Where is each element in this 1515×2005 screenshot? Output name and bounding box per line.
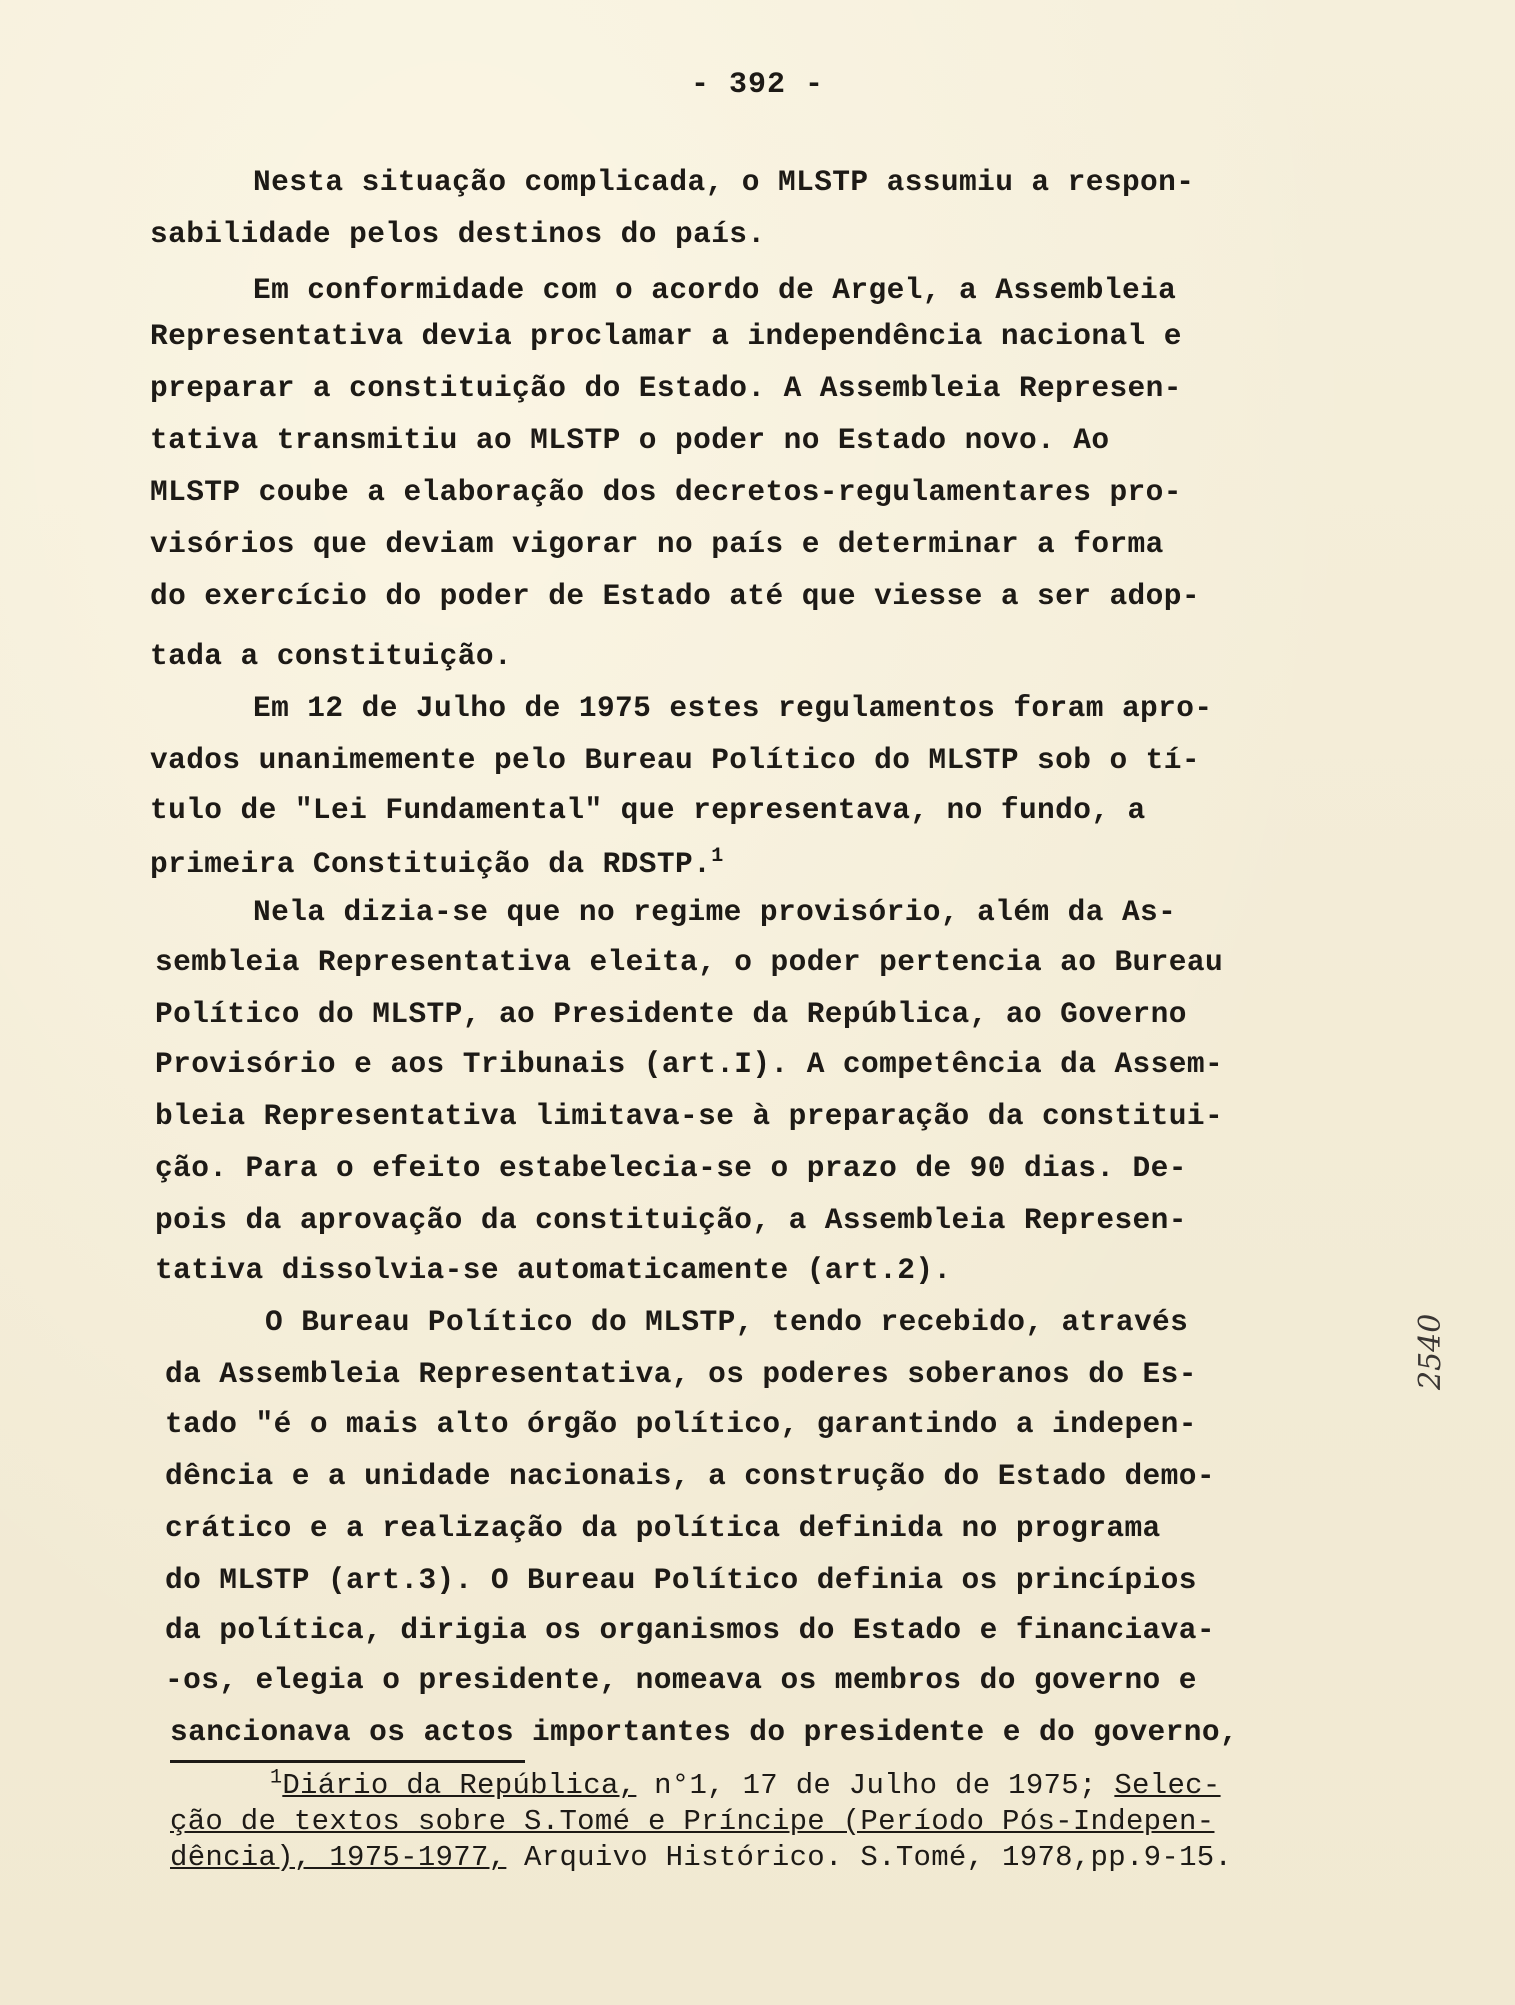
body-line-13: tulo de "Lei Fundamental" que representava, no fundo, a: [150, 793, 1146, 827]
body-line-3: Em conformidade com o acordo de Argel, a Assembleia: [253, 273, 1177, 307]
footnote-rule: [170, 1760, 525, 1763]
body-line-9: do exercício do poder de Estado até que viesse a ser adop-: [150, 579, 1200, 613]
body-line-14: [150, 846, 724, 882]
footnote-line-2: ção de textos sobre S.Tomé e Príncipe (Período Pós-Indepen-: [170, 1805, 1215, 1838]
body-line-30: -os, elegia o presidente, nomeava os membros do governo e: [165, 1663, 1197, 1697]
body-line-1: Nesta situação complicada, o MLSTP assumiu a respon-: [253, 165, 1195, 199]
page-number: - 392 -: [690, 68, 825, 102]
footnote-reference: 1: [711, 845, 724, 869]
body-line-28: do MLSTP (art.3). O Bureau Político definia os princípios: [165, 1563, 1197, 1597]
footnote-issue: n°1, 17 de Julho de 1975;: [636, 1769, 1115, 1802]
body-line-4: Representativa devia proclamar a independência nacional e: [150, 319, 1182, 353]
body-line-17: Político do MLSTP, ao Presidente da República, ao Governo: [155, 997, 1187, 1031]
body-line-7: MLSTP coube a elaboração dos decretos-regulamentares pro-: [150, 475, 1182, 509]
handwritten-margin-number: 2540: [1413, 1313, 1448, 1390]
body-line-14-text: primeira Constituição da RDSTP.: [150, 847, 712, 881]
footnote-book-title-end: dência), 1975-1977,: [170, 1841, 507, 1874]
body-line-25: tado "é o mais alto órgão político, garantindo a indepen-: [165, 1407, 1197, 1441]
body-line-5: preparar a constituição do Estado. A Assembleia Represen-: [150, 371, 1182, 405]
body-line-11: Em 12 de Julho de 1975 estes regulamentos foram apro-: [253, 691, 1213, 725]
body-line-23: O Bureau Político do MLSTP, tendo recebido, através: [265, 1305, 1189, 1339]
footnote-marker: 1: [270, 1766, 283, 1790]
footnote-line-1: [270, 1766, 1221, 1802]
body-line-8: visórios que deviam vigorar no país e determinar a forma: [150, 527, 1164, 561]
body-line-21: pois da aprovação da constituição, a Assembleia Represen-: [155, 1203, 1187, 1237]
body-line-12: vados unanimemente pelo Bureau Político do MLSTP sob o tí-: [150, 743, 1200, 777]
body-line-10: tada a constituição.: [150, 639, 513, 673]
body-line-6: tativa transmitiu ao MLSTP o poder no Estado novo. Ao: [150, 423, 1110, 457]
body-line-15: Nela dizia-se que no regime provisório, além da As-: [253, 895, 1177, 929]
body-line-27: crático e a realização da política definida no programa: [165, 1511, 1161, 1545]
body-line-2: sabilidade pelos destinos do país.: [150, 217, 766, 251]
body-line-29: da política, dirigia os organismos do Estado e financiava-: [165, 1613, 1215, 1647]
body-line-31: sancionava os actos importantes do presidente e do governo,: [170, 1715, 1239, 1749]
body-line-20: ção. Para o efeito estabelecia-se o prazo de 90 dias. De-: [155, 1151, 1187, 1185]
footnote-line-3: [170, 1842, 1232, 1874]
footnote-book-title-start: Selec-: [1114, 1769, 1221, 1802]
body-line-16: sembleia Representativa eleita, o poder pertencia ao Bureau: [155, 945, 1224, 979]
body-line-26: dência e a unidade nacionais, a construção do Estado demo-: [165, 1459, 1215, 1493]
body-line-18: Provisório e aos Tribunais (art.I). A competência da Assem-: [155, 1047, 1224, 1081]
footnote-publisher: Arquivo Histórico. S.Tomé, 1978,pp.9-15.: [506, 1841, 1233, 1874]
footnote-source-title: Diário da República,: [282, 1769, 637, 1802]
body-line-19: bleia Representativa limitava-se à preparação da constitui-: [155, 1099, 1224, 1133]
body-line-24: da Assembleia Representativa, os poderes soberanos do Es-: [165, 1357, 1197, 1391]
body-line-22: tativa dissolvia-se automaticamente (art.2).: [155, 1253, 952, 1287]
